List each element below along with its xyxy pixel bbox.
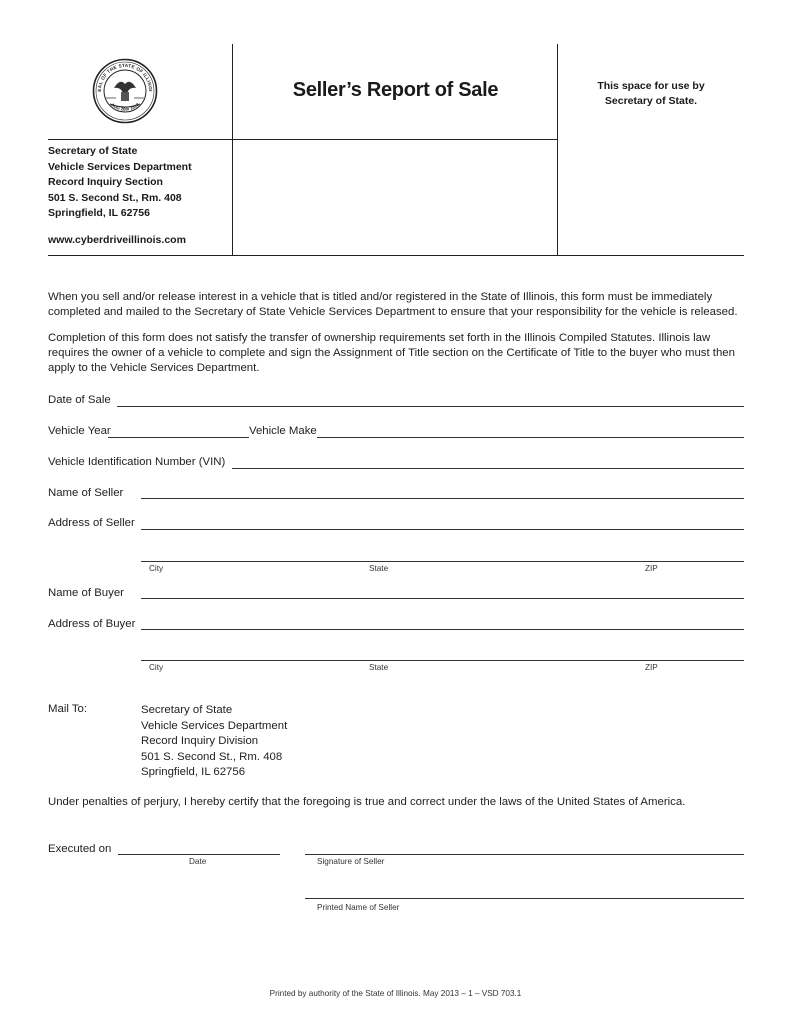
intro-paragraph-1: When you sell and/or release interest in a vehicle that is titled and/or registered in the State of Illinois, this form must be immediately completed and mailed to the Secretary of State Vehicle Services Department to ensure that your responsibility for the vehicle is released. xyxy=(48,291,738,318)
state-seal-logo xyxy=(92,58,158,124)
svg-text:AUG 26th 1818: AUG 26th 1818 xyxy=(110,101,140,112)
mail-to-line-4: 501 S. Second St., Rm. 408 xyxy=(141,750,283,763)
buyer-name-label: Name of Buyer xyxy=(48,587,124,599)
seller-signature-field[interactable] xyxy=(305,854,744,855)
execution-date-label: Date xyxy=(189,857,207,866)
office-address-line-1: Secretary of State xyxy=(48,145,138,157)
mail-to-line-3: Record Inquiry Division xyxy=(141,735,259,747)
seller-address-field[interactable] xyxy=(141,529,744,530)
buyer-address-label: Address of Buyer xyxy=(48,618,136,630)
mail-to-line-5: Springfield, IL 62756 xyxy=(141,766,246,778)
vehicle-year-field[interactable] xyxy=(108,437,249,438)
header-rule-middle xyxy=(48,139,558,140)
buyer-city-state-zip-field[interactable] xyxy=(141,660,744,661)
svg-text:SEAL OF THE STATE OF ILLINOIS: EAL OF THE STATE OF ILLINOI xyxy=(96,62,154,92)
mail-to-line-2: Vehicle Services Department xyxy=(141,719,288,732)
office-use-line-1: This space for use by xyxy=(597,80,705,92)
buyer-name-field[interactable] xyxy=(141,598,744,599)
office-address xyxy=(48,144,192,249)
office-website-link[interactable]: www.cyberdriveillinois.com xyxy=(48,233,186,246)
header-divider-left xyxy=(232,44,233,256)
date-of-sale-label: Date of Sale xyxy=(48,394,111,406)
form-title: Seller’s Report of Sale xyxy=(292,79,499,101)
buyer-state-label: State xyxy=(369,663,389,672)
perjury-statement: Under penalties of perjury, I hereby certify that the foregoing is true and correct under the laws of the United States of America. xyxy=(48,796,686,808)
header-divider-right xyxy=(557,44,558,256)
vin-label: Vehicle Identification Number (VIN) xyxy=(48,456,226,468)
seller-zip-label: ZIP xyxy=(645,564,658,573)
seller-name-label: Name of Seller xyxy=(48,487,124,499)
vehicle-make-field[interactable] xyxy=(317,437,744,438)
buyer-city-label: City xyxy=(149,663,164,672)
office-address-line-3: Record Inquiry Section xyxy=(48,176,163,189)
mail-to-label: Mail To: xyxy=(48,703,88,715)
seller-city-state-zip-field[interactable] xyxy=(141,561,744,562)
executed-on-label: Executed on xyxy=(48,843,112,855)
mail-to-line-1: Secretary of State xyxy=(141,704,233,716)
intro-paragraph-2: Completion of this form does not satisfy the transfer of ownership requirements set forth in the Illinois Compiled Statutes. Illinois law requires the owner of a vehicle to complete and sign the Assignment of Title section on the Certificate of Title to the buyer who must then apply to the Vehicle Services Department. xyxy=(48,332,735,374)
seller-name-field[interactable] xyxy=(141,498,744,499)
seller-printed-name-field[interactable] xyxy=(305,898,744,899)
office-use-note xyxy=(558,79,744,109)
seller-address-label: Address of Seller xyxy=(48,517,135,529)
seller-signature-label: Signature of Seller xyxy=(317,857,385,866)
office-address-line-5: Springfield, IL 62756 xyxy=(48,207,150,220)
seller-city-label: City xyxy=(149,564,164,573)
vehicle-make-label: Vehicle Make xyxy=(249,425,317,437)
seller-printed-name-label: Printed Name of Seller xyxy=(317,903,400,912)
footer-printing-note: Printed by authority of the State of Illinois. May 2013 – 1 – VSD 703.1 xyxy=(269,989,522,998)
office-use-line-2: Secretary of State. xyxy=(604,95,698,107)
office-address-line-4: 501 S. Second St., Rm. 408 xyxy=(48,191,182,204)
vin-field[interactable] xyxy=(232,468,744,469)
buyer-zip-label: ZIP xyxy=(645,663,658,672)
office-address-line-2: Vehicle Services Department xyxy=(48,160,192,173)
seller-state-label: State xyxy=(369,564,389,573)
header-rule-bottom xyxy=(48,255,744,256)
vehicle-year-label: Vehicle Year xyxy=(48,425,111,437)
buyer-address-field[interactable] xyxy=(141,629,744,630)
date-of-sale-field[interactable] xyxy=(117,406,744,407)
mail-to-address xyxy=(141,703,287,781)
execution-date-field[interactable] xyxy=(118,854,280,855)
